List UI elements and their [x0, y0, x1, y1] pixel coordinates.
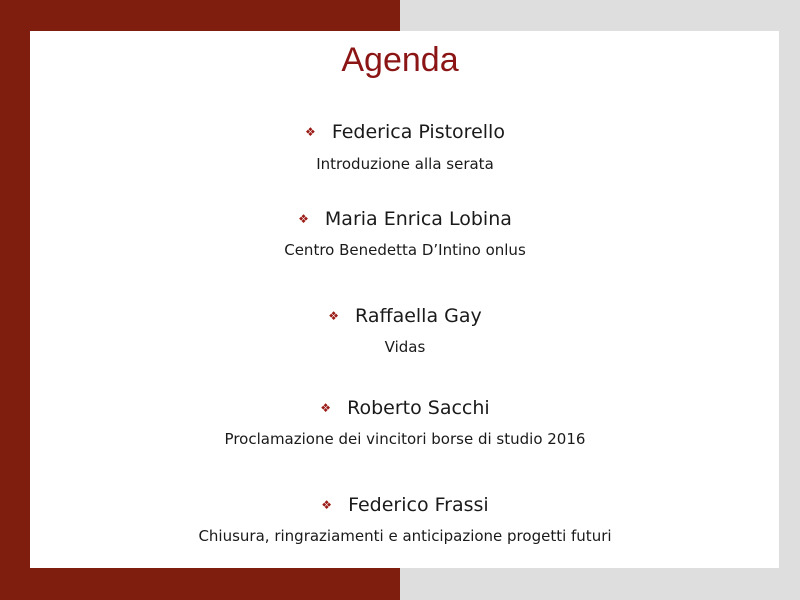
- agenda-item-description-5: Chiusura, ringraziamenti e anticipazione progetti futuri: [198, 527, 612, 545]
- agenda-title: Agenda: [341, 41, 459, 79]
- diamond-bullet-icon: ❖: [305, 125, 316, 139]
- agenda-item-name-2: [5, 207, 800, 231]
- agenda-item-description-1: Introduzione alla serata: [316, 155, 494, 173]
- diamond-bullet-icon: ❖: [328, 309, 339, 323]
- diamond-bullet-icon: ❖: [321, 498, 333, 512]
- speaker-name-5: Federico Frassi: [348, 494, 489, 516]
- agenda-item-description-4: Proclamazione dei vincitori borse di studio 2016: [224, 430, 586, 448]
- speaker-name-2: Maria Enrica Lobina: [324, 208, 512, 230]
- diamond-bullet-icon: ❖: [320, 401, 332, 415]
- agenda-item-description-3: Vidas: [384, 338, 426, 356]
- slide-card: [30, 31, 779, 568]
- agenda-item-name-3: [5, 304, 800, 328]
- diamond-bullet-icon: ❖: [298, 212, 309, 226]
- agenda-item-description-2: Centro Benedetta D’Intino onlus: [284, 241, 526, 259]
- agenda-item-name-4: [5, 396, 800, 420]
- agenda-item-name-5: [5, 493, 800, 517]
- speaker-name-1: Federica Pistorello: [331, 121, 505, 143]
- speaker-name-3: Raffaella Gay: [355, 305, 482, 327]
- speaker-name-4: Roberto Sacchi: [347, 397, 490, 419]
- agenda-item-name-1: [5, 120, 800, 144]
